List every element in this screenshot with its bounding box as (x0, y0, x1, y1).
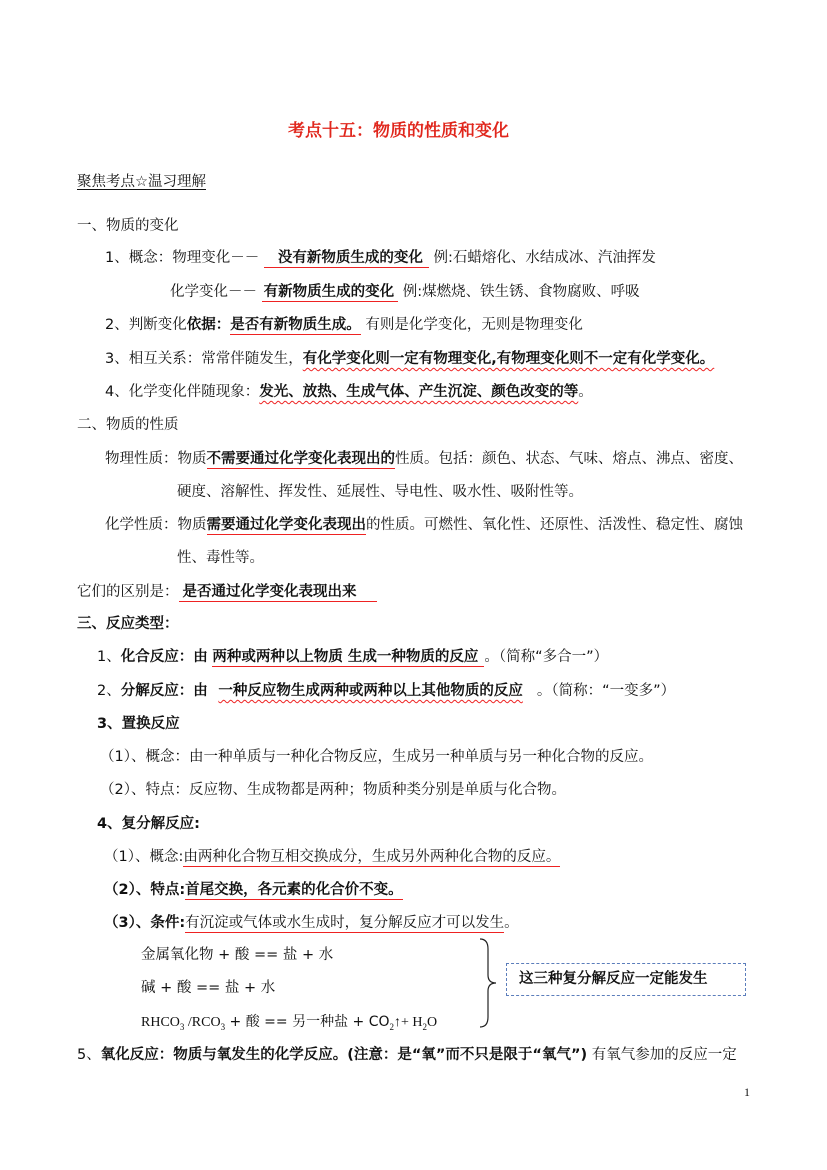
chemical-property-prefix: 化学性质：物质 (105, 517, 207, 533)
chemical-property-rest: 的性质。可燃性、氧化性、还原性、活泼性、稳定性、腐蚀 (366, 517, 743, 533)
eq-sub-4: 2 (422, 1021, 428, 1032)
physical-property-line (105, 449, 743, 469)
dd-feature-answer: 首尾交换，各元素的化合价不变。 (185, 882, 403, 898)
eq-sub-3: 2 (389, 1021, 395, 1032)
dd-feature-prefix: （2）、特点: (104, 882, 186, 898)
eq-carbonate-b: /RCO (184, 1015, 221, 1030)
double-decomposition-concept (104, 847, 560, 867)
decomposition-rest: 。（简称：“一变多”） (536, 683, 676, 699)
physical-property-rest: 性质。包括：颜色、状态、气味、熔点、沸点、密度、 (395, 451, 743, 467)
phenomena-answer: 发光、放热、生成气体、产生沉淀、颜色改变的等 (259, 384, 579, 400)
replacement-concept: （1）、概念：由一种单质与一种化合物反应，生成另一种单质与另一种化合物的反应。 (100, 749, 653, 765)
equation-metal-oxide: 金属氧化物 + 酸 == 盐 + 水 (141, 947, 334, 963)
replacement-heading: 3、置换反应 (97, 716, 180, 732)
judgement-answer: 是否有新物质生成。 (230, 317, 361, 333)
heading-properties: 二、物质的性质 (77, 417, 179, 433)
phenomena-line (105, 382, 593, 402)
physical-property-prefix: 物理性质：物质 (105, 451, 207, 467)
difference-line (77, 582, 377, 602)
physical-property-continued: 硬度、溶解性、挥发性、延展性、导电性、吸水性、吸附性等。 (177, 484, 583, 500)
right-brace-icon (476, 937, 500, 1029)
section-heading: 聚焦考点☆温习理解 (77, 174, 206, 190)
difference-prefix: 它们的区别是： (77, 584, 179, 600)
decomposition-number: 2、 (97, 683, 121, 699)
phenomena-end: 。 (578, 384, 593, 400)
replacement-feature: （2）、特点：反应物、生成物都是两种；物质种类分别是单质与化合物。 (100, 782, 566, 798)
relation-answer: 有化学变化则一定有物理变化,有物理变化则不一定有化学变化。 (302, 351, 715, 367)
chemical-property-line (105, 515, 743, 535)
equation-carbonate (141, 1012, 437, 1037)
relation-line (105, 349, 714, 369)
judgement-rest: 有则是化学变化，无则是物理变化 (360, 317, 583, 333)
eq-carbonate-e: O (427, 1015, 438, 1030)
oxidation-number: 5、 (77, 1047, 101, 1063)
chemical-change-answer: 有新物质生成的变化 (262, 283, 399, 302)
decomposition-label: 分解反应：由 (120, 683, 208, 699)
dd-condition-answer: 有沉淀或气体或水生成时，复分解反应才可以发生 (185, 915, 505, 931)
judgement-basis-label: 依据： (186, 317, 231, 333)
physical-property-answer: 不需要通过化学变化表现出的 (206, 451, 395, 467)
judgement-prefix: 2、判断变化 (105, 317, 187, 333)
combination-answer: 两种或两种以上物质 生成一种物质的反应 (212, 648, 484, 667)
difference-answer: 是否通过化学变化表现出来 (179, 583, 377, 602)
chemical-change-line (170, 282, 640, 302)
dd-condition-prefix: （3）、条件: (104, 915, 186, 931)
page-number: 1 (744, 1085, 750, 1099)
decomposition-answer: 一种反应物生成两种或两种以上其他物质的反应 (218, 683, 523, 699)
physical-change-line (105, 248, 656, 268)
combination-number: 1、 (97, 649, 121, 665)
dd-concept-prefix: （1）、概念: (104, 849, 184, 865)
combination-line (97, 647, 608, 667)
page-title: 考点十五：物质的性质和变化 (288, 121, 509, 141)
note-box: 这三种复分解反应一定能发生 (506, 963, 746, 996)
oxidation-definition: 氧化反应：物质与氧发生的化学反应。(注意：是“氧”而不只是限于“氧气”) (100, 1047, 588, 1063)
phenomena-prefix: 4、化学变化伴随现象： (105, 384, 260, 400)
oxidation-rest: 有氧气参加的反应一定 (587, 1047, 737, 1063)
double-decomposition-feature (104, 880, 403, 900)
eq-carbonate-d: ↑+ H (394, 1015, 423, 1030)
chemical-property-continued: 性、毒性等。 (177, 550, 264, 566)
chemical-change-examples: 例:煤燃烧、铁生锈、食物腐败、呼吸 (402, 284, 640, 300)
heading-reaction-types: 三、反应类型： (77, 616, 179, 632)
physical-change-answer: 没有新物质生成的变化 (264, 249, 429, 268)
eq-carbonate-a: RHCO (141, 1015, 180, 1030)
combination-rest: 。（简称“多合一”） (484, 649, 609, 665)
equation-base-acid: 碱 + 酸 == 盐 + 水 (141, 980, 276, 996)
double-decomposition-heading: 4、复分解反应: (97, 816, 200, 832)
oxidation-line (77, 1045, 737, 1065)
eq-sub-2: 3 (220, 1021, 226, 1032)
physical-change-examples: 例:石蜡熔化、水结成冰、汽油挥发 (433, 250, 656, 266)
relation-prefix: 3、相互关系：常常伴随发生， (105, 351, 303, 367)
double-decomposition-condition (104, 913, 519, 933)
eq-sub-1: 3 (179, 1021, 185, 1032)
decomposition-line (97, 681, 675, 701)
judgement-line (105, 315, 583, 335)
chemical-property-answer: 需要通过化学变化表现出 (206, 517, 366, 533)
physical-change-prefix: 1、概念：物理变化－－ (105, 250, 264, 266)
chemical-change-prefix: 化学变化－－ (170, 284, 262, 300)
heading-changes: 一、物质的变化 (77, 218, 179, 234)
combination-label: 化合反应：由 (120, 649, 208, 665)
dd-condition-end: 。 (504, 915, 519, 931)
eq-carbonate-c: + 酸 == 另一种盐 + CO (225, 1014, 390, 1030)
dd-concept-answer: 由两种化合物互相交换成分，生成另外两种化合物的反应。 (183, 849, 561, 865)
